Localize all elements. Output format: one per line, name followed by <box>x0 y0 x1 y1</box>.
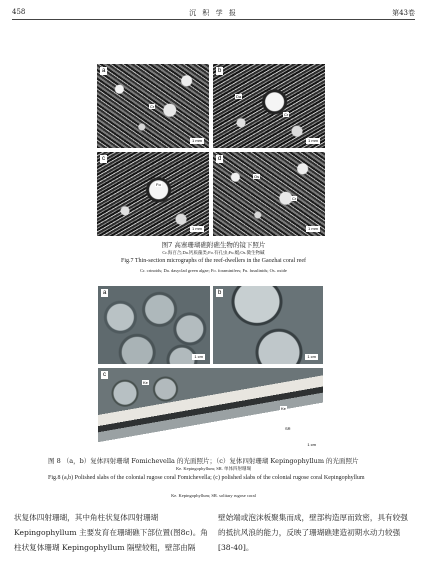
scale-bar: 1 cm <box>194 354 203 359</box>
panel-label: d <box>218 156 222 162</box>
panel-label: b <box>218 290 222 296</box>
fig7-panel-c <box>97 152 209 236</box>
annotation-mark: Ke <box>281 406 286 411</box>
annotation-mark: Cr <box>284 112 289 117</box>
fig8-panel-a <box>98 286 210 364</box>
fig7-caption-cn: 图7 高寨珊瑚礁附礁生物的镜下照片 <box>161 241 266 249</box>
fig8-note-en: Ke. Kepingophyllum; SR. solitary rugose coral <box>171 493 256 498</box>
fig8-panel-c <box>98 368 323 452</box>
fig7-note-en: Cr. crinoids; Da. dasyclad green algae; Fo. foraminifers; Fu. fusulinids; Os. oxide <box>140 268 287 273</box>
scale-bar: 1 mm <box>308 226 318 231</box>
annotation-mark: Cr <box>150 104 155 109</box>
fig7-panel-d <box>213 152 325 236</box>
fig8-panel-b <box>213 286 323 364</box>
annotation-mark: Cr <box>292 196 297 201</box>
annotation-mark: Os <box>254 174 260 179</box>
body-column-left: 状复体四射珊瑚，其中角柱状复体四射珊瑚 Kepingophyllum 主要发育在珊瑚礁下部位置(图8c)。角柱状复体珊瑚 Kepingophyllum 隔壁较粗，壁部由隔 <box>14 513 208 552</box>
annotation-mark: Ke <box>143 380 148 385</box>
scale-bar: 1 mm <box>192 138 202 143</box>
panel-label: b <box>218 68 222 74</box>
panel-label: a <box>103 290 107 296</box>
fig8-note-cn: Ke. Kepingophyllum; SR. 单体四射珊瑚 <box>175 466 252 471</box>
annotation-mark: Da <box>236 94 242 99</box>
fig7-caption-en: Fig.7 Thin-section micrographs of the reef-dwellers in the Gaozhai coral reef <box>121 258 306 264</box>
volume-label: 第43卷 <box>392 9 415 17</box>
annotation-mark: SR <box>285 426 291 431</box>
scale-bar: 1 mm <box>192 226 202 231</box>
header-rule <box>12 19 415 20</box>
running-header <box>12 6 415 20</box>
scale-bar: 1 mm <box>308 138 318 143</box>
journal-title: 沉 积 学 报 <box>189 9 238 17</box>
panel-label: c <box>102 156 105 162</box>
page-number: 458 <box>12 8 26 16</box>
annotation-mark: Fo <box>156 182 161 187</box>
fig8-caption-en: Fig.8 (a,b) Polished slabs of the colonial rugose coral Fomichevella; (c) polished slabs of the colonial rugose coral Kepingophyllum <box>48 475 365 481</box>
panel-label: c <box>103 372 106 378</box>
fig7-panel-b <box>213 64 325 148</box>
panel-label: a <box>102 68 106 74</box>
body-column-right: 壁始端或泡沫板聚集而成，壁部构造厚而致密，具有较强的抵抗风浪的能力，反映了珊瑚礁建造初期水动力较强[38-40]。 <box>218 513 408 552</box>
fig8-caption-cn: 图 8 （a，b）复体四射珊瑚 Fomichevella 的光面照片；（c）复体四射珊瑚 Kepingophyllum 的光面照片 <box>48 457 359 465</box>
fig7-note-cn: Cr.海百合;Da.钙质藻类;Fo.有孔虫;Fu.蜓;Os.微生物碱 <box>162 250 265 255</box>
scale-bar: 1 cm <box>307 354 316 359</box>
scale-bar: 1 cm <box>307 442 316 447</box>
fig7-panel-a <box>97 64 209 148</box>
